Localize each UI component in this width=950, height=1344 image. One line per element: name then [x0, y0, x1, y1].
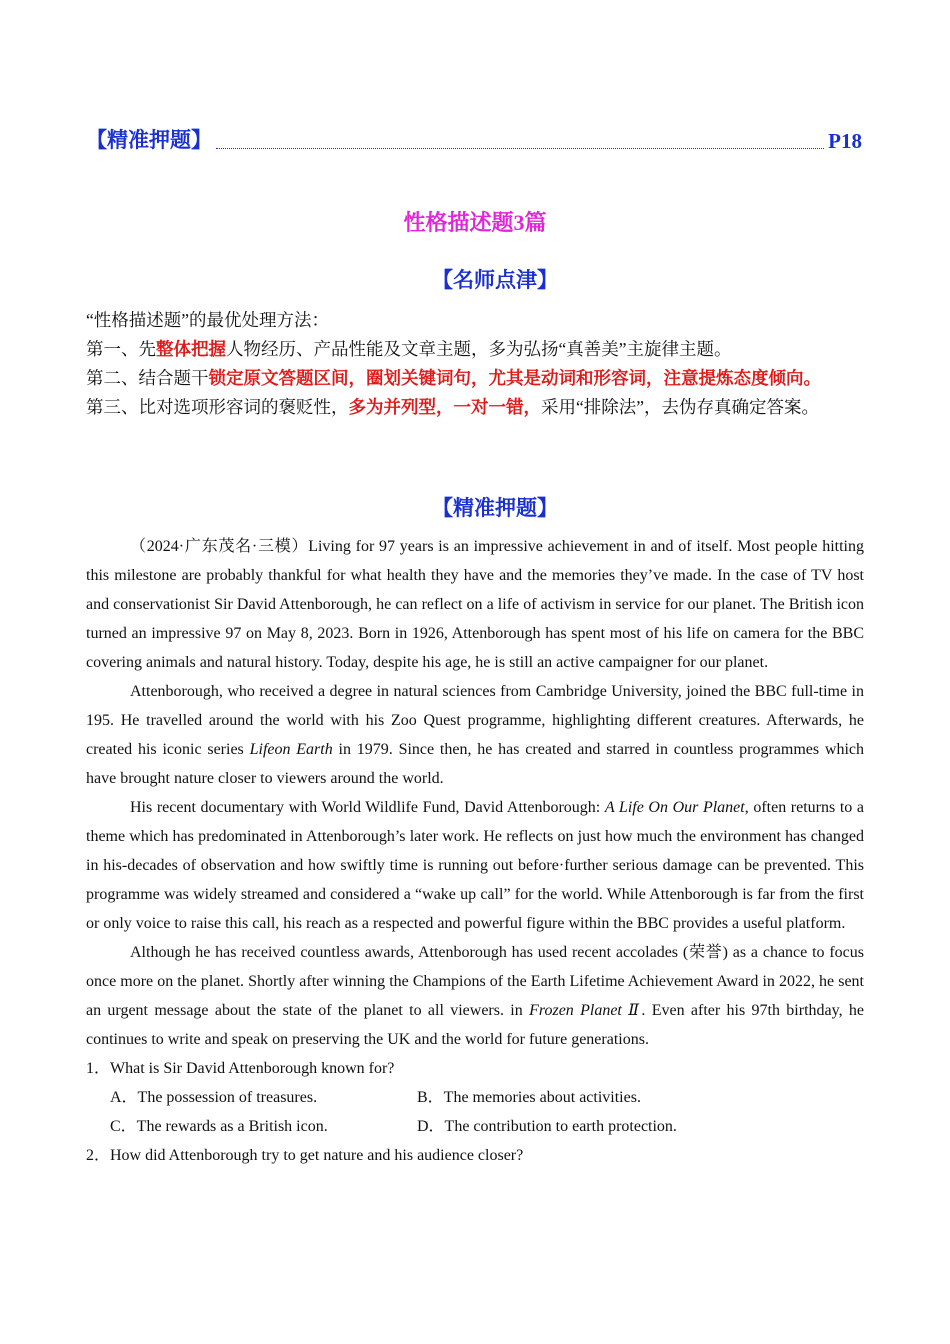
tips-line-3-text: 第三、比对选项形容词的褒贬性， — [86, 397, 349, 417]
passage-paragraph-3-rest: , often returns to a theme which has predominated in Attenborough’s later work. He reflects on just how much the environment has changed in his-decades of observation and how swiftly time is running out before·further serious damage can be prevented. This programme was widely streamed and considered a “wake up call” for the world. While Attenborough is far from the first or only voice to raise this call, his reach as a respected and powerful figure within the BBC provides a useful platform. — [86, 799, 864, 932]
tips-line-2-text: 第二、结合题干 — [86, 368, 209, 388]
header-section-label: 【精准押题】 — [86, 128, 212, 152]
tips-line-3-rest: 采用“排除法”，去伪存真确定答案。 — [541, 397, 820, 417]
document-title: 性格描述题3篇 — [403, 210, 547, 235]
tips-line-2 — [86, 364, 862, 393]
tips-heading: 【名师点津】 — [432, 268, 558, 292]
passage-paragraph-4-rest: . Even after his 97th birthday, he continues to write and speak on preserving the UK and the world for future generations. — [86, 1002, 864, 1048]
passage-heading: 【精准押题】 — [432, 496, 558, 520]
documentary-title: A Life On Our Planet — [604, 799, 745, 816]
passage-paragraph-4-text: Although he has received countless awards, Attenborough has used recent accolades (荣誉) as a chance to focus once more on the planet. Shortly after winning the Champions of the Earth Lifetime Achievement Award in 2022, he sent an urgent message about the state of the planet to all viewers. in — [86, 944, 864, 1019]
option-d: D．The contribution to earth protection. — [417, 1118, 677, 1135]
tips-line-3 — [86, 393, 862, 422]
passage-paragraph-4 — [86, 938, 864, 1054]
tips-block — [86, 306, 862, 422]
option-c: C．The rewards as a British icon. — [110, 1118, 328, 1135]
page-header — [86, 126, 862, 154]
option-b: B．The memories about activities. — [417, 1089, 641, 1106]
question-1-options-row-1 — [86, 1083, 864, 1112]
tips-line-3-highlight: 多为并列型，一对一错， — [348, 397, 541, 417]
question-1-stem: 1．What is Sir David Attenborough known for? — [86, 1060, 395, 1077]
passage-paragraph-2-rest: in 1979. Since then, he has created and starred in countless programmes which have brought nature closer to viewers around the world. — [86, 741, 865, 787]
series-title: Lifeon Earth — [249, 741, 333, 758]
tips-line-1-text: 第一、先 — [86, 339, 156, 359]
option-a: A．The possession of treasures. — [110, 1089, 318, 1106]
question-2-stem: 2．How did Attenborough try to get nature and his audience closer? — [86, 1147, 524, 1164]
passage-paragraph-1 — [86, 532, 864, 677]
passage-source: （2024·广东茂名·三模） — [130, 538, 309, 555]
header-dotted-leader — [216, 148, 824, 149]
show-title: Frozen Planet Ⅱ — [529, 1002, 642, 1019]
question-1-options-row-2 — [86, 1112, 864, 1141]
passage-paragraph-2 — [86, 677, 864, 793]
tips-line-1 — [86, 335, 862, 364]
passage-paragraph-1-text: Living for 97 years is an impressive achievement in and of itself. Most people hitting this milestone are probably thankful for what health they have and the memories they’ve made. In the case of TV host and conservationist Sir David Attenborough, he can reflect on a life of activism in service for our planet. The British icon turned an impressive 97 on May 8, 2023. Born in 1926, Attenborough has spent most of his life on camera for the BBC covering animals and natural history. Today, despite his age, he is still an active campaigner for our planet. — [86, 538, 864, 671]
passage-paragraph-3-text: His recent documentary with World Wildlife Fund, David Attenborough: — [130, 799, 605, 816]
tips-intro: “性格描述题”的最优处理方法： — [86, 310, 330, 330]
tips-line-1-rest: 人物经历、产品性能及文章主题，多为弘扬“真善美”主旋律主题。 — [226, 339, 732, 359]
reading-passage — [86, 532, 864, 1170]
header-page-number: P18 — [828, 129, 862, 153]
tips-line-2-highlight: 锁定原文答题区间，圈划关键词句，尤其是动词和形容词，注意提炼态度倾向。 — [208, 368, 821, 388]
passage-paragraph-3 — [86, 793, 864, 938]
tips-line-1-highlight: 整体把握 — [156, 339, 226, 359]
passage-paragraph-2-text: Attenborough, who received a degree in natural sciences from Cambridge University, joined the BBC full-time in 195. He travelled around the world with his Zoo Quest programme, highlighting different creatures. Afterwards, he created his iconic series — [86, 683, 864, 758]
